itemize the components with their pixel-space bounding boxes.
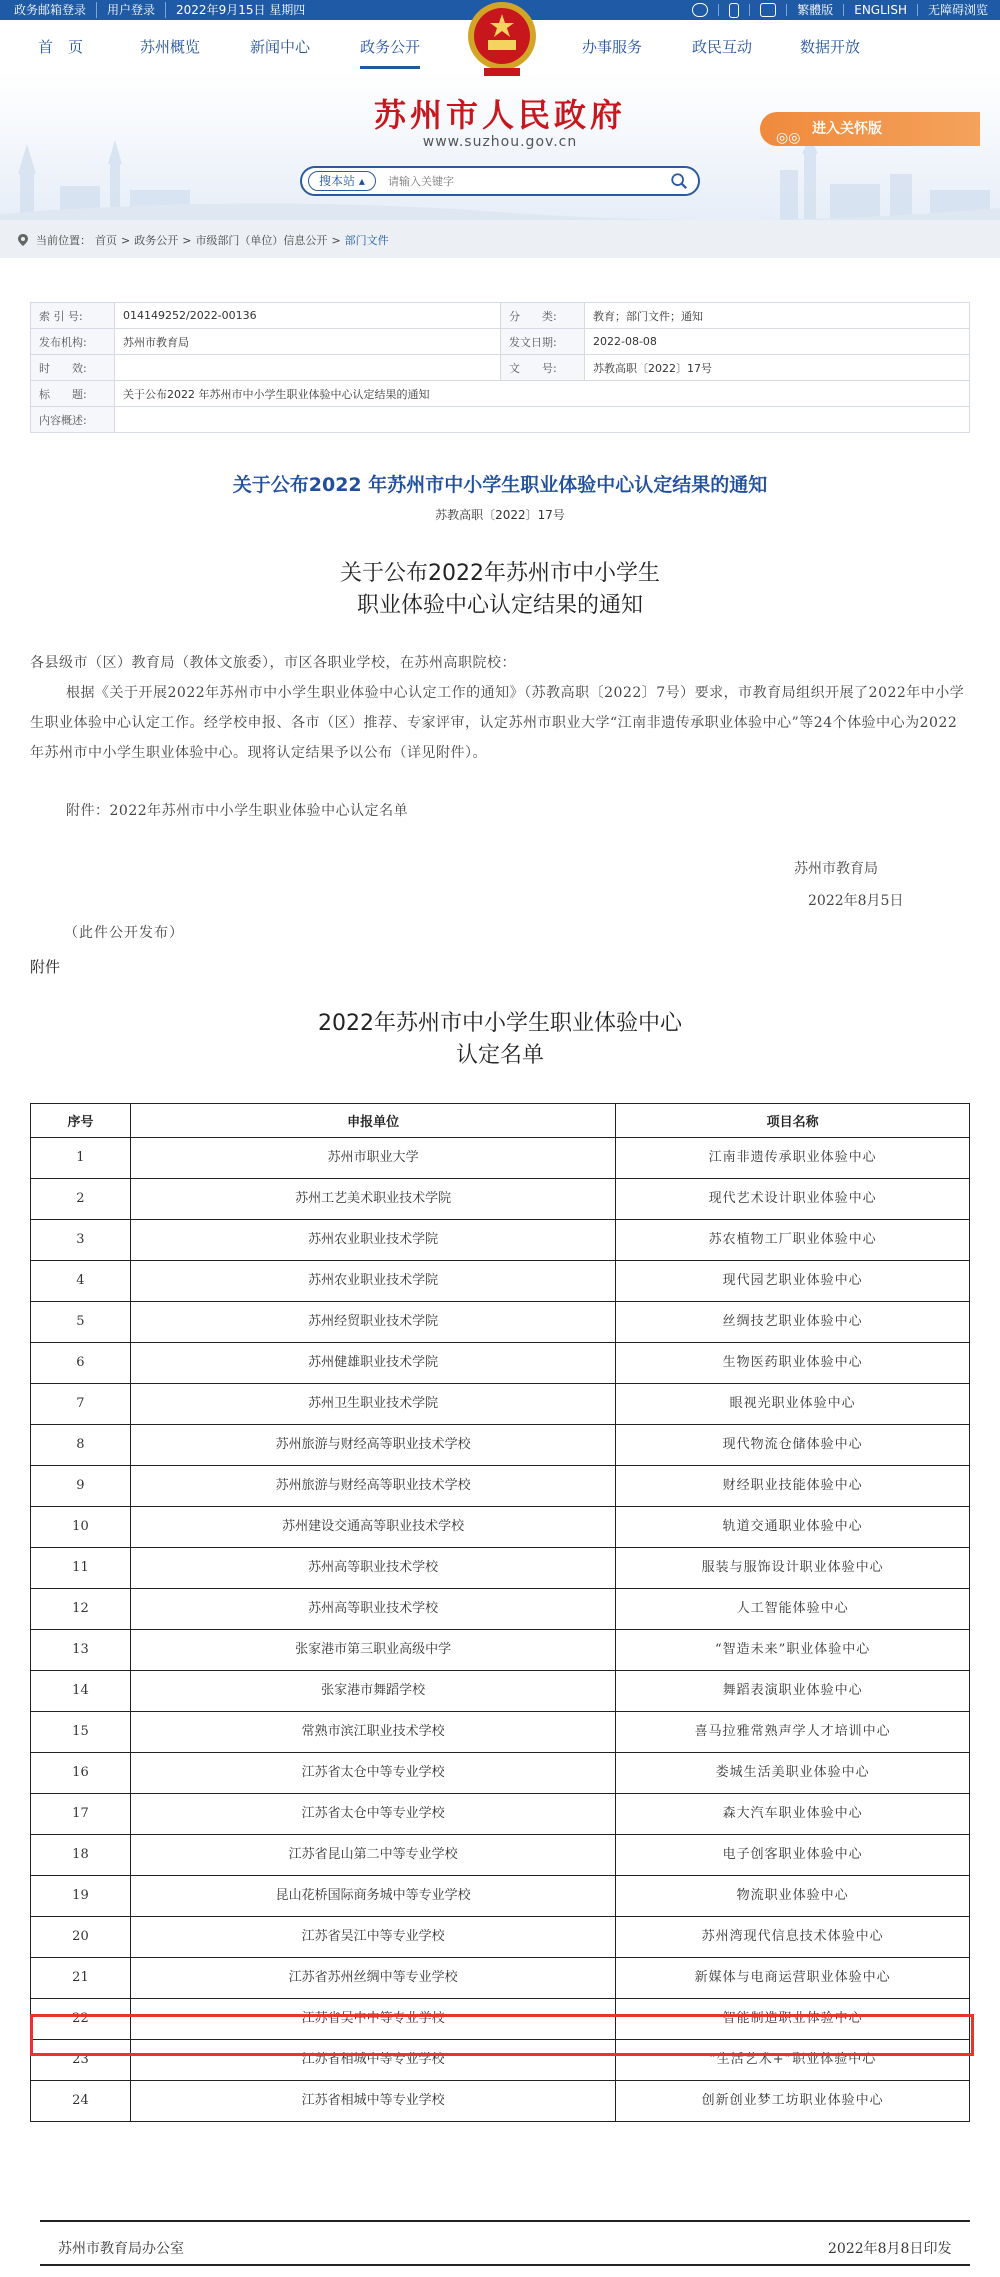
glasses-icon: ◎◎ bbox=[776, 130, 801, 146]
row-project-label: “智造未来”职业体验中心 bbox=[715, 1642, 871, 1657]
divider bbox=[718, 4, 719, 16]
row-unit: 苏州农业职业技术学院 bbox=[130, 1220, 615, 1261]
row-index: 13 bbox=[31, 1630, 131, 1671]
row-index: 23 bbox=[31, 2040, 131, 2081]
col-header-project: 项目名称 bbox=[616, 1104, 970, 1138]
row-project-label: 现代艺术设计职业体验中心 bbox=[708, 1191, 877, 1206]
breadcrumb-sep: > bbox=[331, 233, 341, 247]
current-date: 2022年9月15日 星期四 bbox=[176, 3, 306, 17]
row-index: 15 bbox=[31, 1712, 131, 1753]
row-index: 7 bbox=[31, 1384, 131, 1425]
salutation: 各县级市（区）教育局（教体文旅委），市区各职业学校，在苏州高职院校： bbox=[30, 655, 516, 671]
row-unit: 苏州农业职业技术学院 bbox=[130, 1261, 615, 1302]
table-row bbox=[31, 2040, 970, 2081]
row-project bbox=[616, 1507, 970, 1548]
care-mode-button[interactable] bbox=[760, 112, 980, 146]
row-index: 19 bbox=[31, 1876, 131, 1917]
document-meta-table bbox=[30, 302, 970, 433]
meta-value: 教育；部门文件；通知 bbox=[585, 303, 970, 329]
table-row bbox=[31, 1384, 970, 1425]
meta-key: 发布机构: bbox=[31, 329, 115, 355]
nav-gov-affairs[interactable]: 政务公开 bbox=[360, 38, 421, 56]
row-project bbox=[616, 2081, 970, 2122]
row-project bbox=[616, 2040, 970, 2081]
row-project-label: 舞蹈表演职业体验中心 bbox=[722, 1683, 863, 1698]
row-project-label: 人工智能体验中心 bbox=[736, 1601, 849, 1616]
row-project-label: 电子创客职业体验中心 bbox=[722, 1847, 863, 1862]
national-emblem-icon bbox=[466, 0, 538, 78]
table-row bbox=[31, 1507, 970, 1548]
row-index: 3 bbox=[31, 1220, 131, 1261]
table-row bbox=[31, 1712, 970, 1753]
row-index: 14 bbox=[31, 1671, 131, 1712]
row-unit: 苏州经贸职业技术学院 bbox=[130, 1302, 615, 1343]
row-project-label: 苏农植物工厂职业体验中心 bbox=[708, 1232, 877, 1247]
nav-news[interactable]: 新闻中心 bbox=[250, 38, 311, 56]
roster-title-line2: 认定名单 bbox=[455, 1043, 544, 1068]
attachment-line: 附件：2022年苏州市中小学生职业体验中心认定名单 bbox=[66, 803, 409, 819]
gov-mail-login-link[interactable]: 政务邮箱登录 bbox=[14, 2, 97, 18]
attachment-heading: 附件 bbox=[30, 958, 61, 976]
row-index: 5 bbox=[31, 1302, 131, 1343]
table-row bbox=[31, 1671, 970, 1712]
site-title[interactable]: 苏州市人民政府 bbox=[373, 96, 626, 134]
row-index: 4 bbox=[31, 1261, 131, 1302]
row-project bbox=[616, 1876, 970, 1917]
row-project-label: 现代物流仓储体验中心 bbox=[722, 1437, 863, 1452]
breadcrumb bbox=[18, 232, 389, 248]
row-unit: 江苏省相城中等专业学校 bbox=[130, 2040, 615, 2081]
row-unit: 苏州旅游与财经高等职业技术学校 bbox=[130, 1466, 615, 1507]
table-row bbox=[31, 1876, 970, 1917]
breadcrumb-sep: > bbox=[121, 233, 131, 247]
row-project-label: 江南非遗传承职业体验中心 bbox=[708, 1150, 877, 1165]
row-project-label: 创新创业梦工坊职业体验中心 bbox=[701, 2093, 884, 2108]
divider bbox=[917, 4, 918, 16]
header-banner bbox=[0, 72, 1000, 220]
row-index: 22 bbox=[31, 1999, 131, 2040]
table-row bbox=[31, 1630, 970, 1671]
row-project-label: 现代园艺职业体验中心 bbox=[722, 1273, 863, 1288]
breadcrumb-gov-affairs[interactable]: 政务公开 bbox=[134, 234, 179, 247]
row-index: 18 bbox=[31, 1835, 131, 1876]
sign-date: 2022年8月5日 bbox=[808, 893, 904, 909]
english-link[interactable]: ENGLISH bbox=[854, 3, 907, 17]
row-index: 6 bbox=[31, 1343, 131, 1384]
search-icon[interactable] bbox=[670, 172, 688, 190]
meta-value: 014149252/2022-00136 bbox=[115, 303, 501, 329]
table-row bbox=[31, 1589, 970, 1630]
meta-key: 时 效: bbox=[31, 355, 115, 381]
row-project bbox=[616, 1302, 970, 1343]
search-input[interactable] bbox=[388, 172, 658, 190]
table-row bbox=[31, 1220, 970, 1261]
table-row bbox=[31, 1138, 970, 1179]
row-index: 17 bbox=[31, 1794, 131, 1835]
row-unit: 江苏省相城中等专业学校 bbox=[130, 2081, 615, 2122]
row-project bbox=[616, 1548, 970, 1589]
table-row bbox=[31, 1179, 970, 1220]
table-row bbox=[31, 1425, 970, 1466]
row-unit: 苏州旅游与财经高等职业技术学校 bbox=[130, 1425, 615, 1466]
roster-title-line1: 2022年苏州市中小学生职业体验中心 bbox=[318, 1011, 682, 1036]
table-row bbox=[31, 1466, 970, 1507]
row-project bbox=[616, 1958, 970, 1999]
row-project bbox=[616, 1179, 970, 1220]
user-login-link[interactable]: 用户登录 bbox=[97, 2, 166, 18]
accessible-browse-link[interactable]: 无障碍浏览 bbox=[927, 3, 988, 17]
table-row bbox=[31, 1548, 970, 1589]
row-index: 11 bbox=[31, 1548, 131, 1589]
row-project bbox=[616, 1261, 970, 1302]
footer-divider bbox=[40, 2264, 970, 2266]
divider bbox=[786, 4, 787, 16]
breadcrumb-department-info[interactable]: 市级部门（单位）信息公开 bbox=[195, 234, 328, 247]
row-unit: 江苏省苏州丝绸中等专业学校 bbox=[130, 1958, 615, 1999]
meta-key: 索 引 号: bbox=[31, 303, 115, 329]
row-project-label: 物流职业体验中心 bbox=[736, 1888, 849, 1903]
row-index: 9 bbox=[31, 1466, 131, 1507]
row-unit: 江苏省太仓中等专业学校 bbox=[130, 1753, 615, 1794]
site-url: www.suzhou.gov.cn bbox=[422, 134, 578, 150]
row-index: 8 bbox=[31, 1425, 131, 1466]
row-project-label: 智能制造职业体验中心 bbox=[722, 2011, 863, 2026]
row-index: 21 bbox=[31, 1958, 131, 1999]
meta-key: 标 题: bbox=[31, 381, 115, 407]
row-project bbox=[616, 1794, 970, 1835]
nav-open-data[interactable]: 数据开放 bbox=[800, 38, 861, 56]
meta-value bbox=[115, 355, 501, 381]
row-project-label: 喜马拉雅常熟声学人才培训中心 bbox=[694, 1724, 891, 1739]
row-project bbox=[616, 1630, 970, 1671]
footer-print-date: 2022年8月8日印发 bbox=[828, 2241, 952, 2257]
wechat-icon[interactable] bbox=[692, 3, 708, 17]
row-project-label: 眼视光职业体验中心 bbox=[729, 1396, 856, 1411]
notice-heading bbox=[0, 558, 1000, 622]
table-row bbox=[31, 1261, 970, 1302]
row-project bbox=[616, 1589, 970, 1630]
table-row bbox=[31, 1958, 970, 1999]
robot-icon[interactable] bbox=[760, 3, 776, 17]
meta-key: 发文日期: bbox=[501, 329, 585, 355]
search-scope-dropdown[interactable]: 搜本站 ▴ bbox=[308, 171, 376, 191]
table-row bbox=[31, 1917, 970, 1958]
row-project bbox=[616, 1999, 970, 2040]
row-unit: 江苏省吴江中等专业学校 bbox=[130, 1917, 615, 1958]
row-project-label: 苏州湾现代信息技术体验中心 bbox=[701, 1929, 884, 1944]
notice-heading-line1: 关于公布2022年苏州市中小学生 bbox=[340, 561, 660, 586]
signer: 苏州市教育局 bbox=[794, 861, 878, 877]
nav-services[interactable]: 办事服务 bbox=[582, 38, 643, 56]
row-project-label: 丝绸技艺职业体验中心 bbox=[722, 1314, 863, 1329]
table-row bbox=[31, 1835, 970, 1876]
row-index: 20 bbox=[31, 1917, 131, 1958]
body-paragraph: 根据《关于开展2022年苏州市中小学生职业体验中心认定工作的通知》（苏教高职〔2022〕7号）要求，市教育局组织开展了2022年中小学生职业体验中心认定工作。经学校申报、各市（区）推荐、专家评审，认定苏州市职业大学“江南非遗传承职业体验中心”等24个体验中心为2022年苏州市中小学生职业体验中心。现将认定结果予以公布（详见附件）。 bbox=[30, 685, 965, 761]
row-project bbox=[616, 1466, 970, 1507]
nav-overview[interactable]: 苏州概览 bbox=[140, 38, 201, 56]
meta-value: 2022-08-08 bbox=[585, 329, 970, 355]
table-row bbox=[31, 1343, 970, 1384]
table-row bbox=[31, 1794, 970, 1835]
row-index: 24 bbox=[31, 2081, 131, 2122]
search-bar bbox=[300, 166, 700, 196]
row-unit: 张家港市第三职业高级中学 bbox=[130, 1630, 615, 1671]
row-unit: 常熟市滨江职业技术学校 bbox=[130, 1712, 615, 1753]
search-scope-label: 搜本站 bbox=[319, 174, 356, 188]
divider bbox=[843, 4, 844, 16]
row-project bbox=[616, 1835, 970, 1876]
table-row bbox=[31, 1999, 970, 2040]
meta-value: 关于公布2022 年苏州市中小学生职业体验中心认定结果的通知 bbox=[115, 381, 970, 407]
roster-table bbox=[30, 1103, 970, 2122]
breadcrumb-department-docs[interactable]: 部门文件 bbox=[344, 234, 389, 247]
row-unit: 苏州建设交通高等职业技术学校 bbox=[130, 1507, 615, 1548]
breadcrumb-sep: > bbox=[182, 233, 192, 247]
row-project-label: 轨道交通职业体验中心 bbox=[722, 1519, 863, 1534]
row-project bbox=[616, 1425, 970, 1466]
row-unit: 苏州工艺美术职业技术学院 bbox=[130, 1179, 615, 1220]
row-project bbox=[616, 1384, 970, 1425]
row-project bbox=[616, 1220, 970, 1261]
mobile-icon[interactable] bbox=[729, 3, 739, 18]
location-pin-icon bbox=[18, 234, 28, 246]
document-number: 苏教高职〔2022〕17号 bbox=[435, 508, 565, 522]
row-unit: 苏州高等职业技术学校 bbox=[130, 1589, 615, 1630]
row-index: 16 bbox=[31, 1753, 131, 1794]
row-unit: 张家港市舞蹈学校 bbox=[130, 1671, 615, 1712]
divider bbox=[749, 4, 750, 16]
row-index: 12 bbox=[31, 1589, 131, 1630]
table-row bbox=[31, 1302, 970, 1343]
row-unit: 昆山花桥国际商务城中等专业学校 bbox=[130, 1876, 615, 1917]
traditional-chinese-link[interactable]: 繁體版 bbox=[797, 3, 834, 17]
row-unit: 江苏省太仓中等专业学校 bbox=[130, 1794, 615, 1835]
notice-heading-line2: 职业体验中心认定结果的通知 bbox=[356, 593, 643, 618]
row-project bbox=[616, 1917, 970, 1958]
meta-value bbox=[115, 407, 970, 433]
row-index: 2 bbox=[31, 1179, 131, 1220]
nav-home[interactable]: 首 页 bbox=[38, 38, 84, 56]
document-title: 关于公布2022 年苏州市中小学生职业体验中心认定结果的通知 bbox=[232, 474, 768, 496]
meta-key: 分 类: bbox=[501, 303, 585, 329]
row-project-label: 新媒体与电商运营职业体验中心 bbox=[694, 1970, 891, 1985]
meta-key: 文 号: bbox=[501, 355, 585, 381]
meta-value: 苏教高职〔2022〕17号 bbox=[585, 355, 970, 381]
col-header-index: 序号 bbox=[31, 1104, 131, 1138]
row-index: 1 bbox=[31, 1138, 131, 1179]
row-project bbox=[616, 1753, 970, 1794]
nav-interaction[interactable]: 政民互动 bbox=[692, 38, 753, 56]
care-mode-label: 进入关怀版 bbox=[812, 121, 882, 137]
col-header-unit: 申报单位 bbox=[130, 1104, 615, 1138]
breadcrumb-home[interactable]: 首页 bbox=[95, 234, 117, 247]
table-row bbox=[31, 1753, 970, 1794]
footer-issuer: 苏州市教育局办公室 bbox=[58, 2241, 184, 2257]
row-project bbox=[616, 1138, 970, 1179]
meta-value: 苏州市教育局 bbox=[115, 329, 501, 355]
row-unit: 苏州高等职业技术学校 bbox=[130, 1548, 615, 1589]
row-project-label: 服装与服饰设计职业体验中心 bbox=[701, 1560, 884, 1575]
row-unit: 江苏省吴中中等专业学校 bbox=[130, 1999, 615, 2040]
publish-note: （此件公开发布） bbox=[64, 925, 184, 941]
row-unit: 苏州市职业大学 bbox=[130, 1138, 615, 1179]
row-unit: 苏州健雄职业技术学院 bbox=[130, 1343, 615, 1384]
roster-title bbox=[0, 1008, 1000, 1072]
breadcrumb-bar bbox=[0, 220, 1000, 258]
footer-divider bbox=[40, 2220, 970, 2222]
table-row bbox=[31, 2081, 970, 2122]
row-unit: 江苏省昆山第二中等专业学校 bbox=[130, 1835, 615, 1876]
breadcrumb-label: 当前位置： bbox=[36, 234, 91, 247]
meta-key: 内容概述: bbox=[31, 407, 115, 433]
row-project-label: 财经职业技能体验中心 bbox=[722, 1478, 863, 1493]
row-project bbox=[616, 1671, 970, 1712]
row-unit: 苏州卫生职业技术学院 bbox=[130, 1384, 615, 1425]
row-project-label: 生物医药职业体验中心 bbox=[722, 1355, 863, 1370]
row-project-label: “生活艺术+”职业体验中心 bbox=[709, 2052, 877, 2067]
row-project bbox=[616, 1343, 970, 1384]
row-project-label: 森大汽车职业体验中心 bbox=[722, 1806, 863, 1821]
row-project bbox=[616, 1712, 970, 1753]
row-project-label: 娄城生活美职业体验中心 bbox=[715, 1765, 870, 1780]
row-index: 10 bbox=[31, 1507, 131, 1548]
